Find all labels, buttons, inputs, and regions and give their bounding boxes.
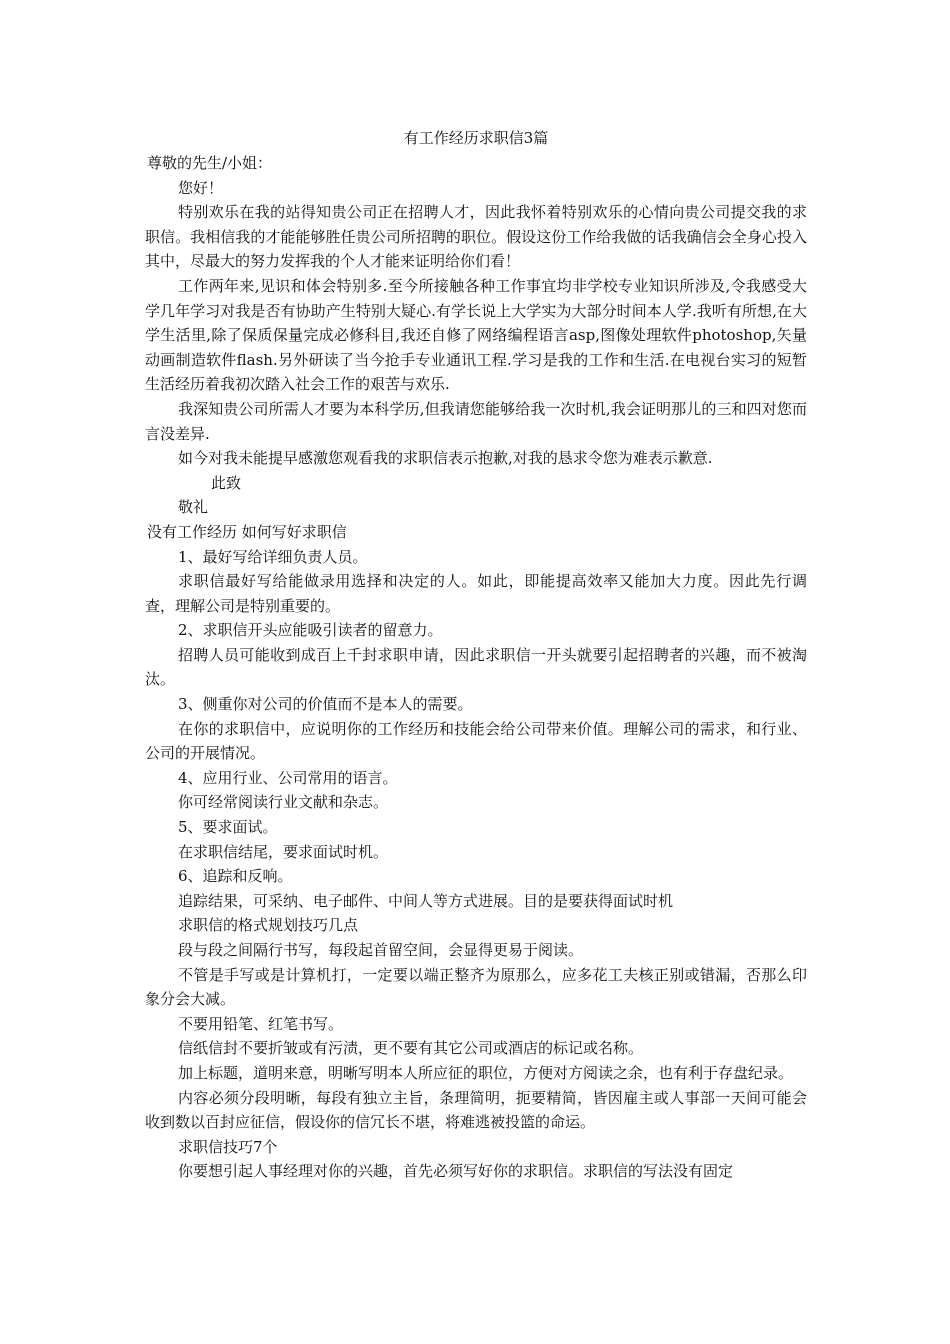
- paragraph: 此致: [211, 473, 242, 492]
- paragraph: 招聘人员可能收到成百上千封求职申请，因此求职信一开头就要引起招聘者的兴趣，而不被淘汰。: [145, 645, 807, 689]
- paragraph: 求职信的格式规划技巧几点: [178, 916, 359, 935]
- paragraph: 不要用铅笔、红笔书写。: [178, 1014, 344, 1033]
- paragraph: 内容必须分段明晰，每段有独立主旨，条理简明，扼要精简，皆因雇主或人事部一天间可能会收到数以百封应征信，假设你的信冗长不堪，将难逃被投篮的命运。: [145, 1088, 807, 1132]
- paragraph: 信纸信封不要折皱或有污渍，更不要有其它公司或酒店的标记或名称。: [178, 1039, 644, 1058]
- paragraph: 如今对我未能提早感激您观看我的求职信表示抱歉,对我的恳求令您为难表示歉意.: [178, 449, 713, 468]
- paragraph: 求职信最好写给能做录用选择和决定的人。如此，即能提高效率又能加大力度。因此先行调查，理解公司是特别重要的。: [145, 572, 807, 615]
- paragraph: 2、求职信开头应能吸引读者的留意力。: [178, 621, 443, 640]
- paragraph: 3、侧重你对公司的价值而不是本人的需要。: [178, 695, 473, 714]
- paragraph: 尊敬的先生/小姐：: [147, 154, 273, 172]
- paragraph: 1、最好写给详细负责人员。: [178, 547, 368, 566]
- paragraph: 加上标题，道明来意，明晰写明本人所应征的职位，方便对方阅读之余，也有利于存盘纪录。: [178, 1063, 794, 1082]
- paragraph: 4、应用行业、公司常用的语言。: [178, 768, 398, 787]
- paragraph: 在求职信结尾，要求面试时机。: [178, 842, 389, 861]
- paragraph: 追踪结果，可采纳、电子邮件、中间人等方式进展。目的是要获得面试时机: [178, 891, 674, 910]
- paragraph: 段与段之间隔行书写，每段起首留空间，会显得更易于阅读。: [178, 941, 584, 959]
- paragraph: 工作两年来,见识和体会特别多.至今所接触各种工作事宜均非学校专业知识所涉及,令我感受大学几年学习对我是否有协助产生特别大疑心.有学长说上大学实为大部分时间本人学.我听有所想,在大学生活里,除了保质保量完成必修科目,我还自修了网络编程语言asp,图像处理软件photoshop,矢量动画制造软件flash.另外研读了当今抢手专业通讯工程.学习是我的工作和生活.在电视台实习的短暂生活经历着我初次踏入社会工作的艰苦与欢乐.: [145, 276, 807, 394]
- paragraph: 5、要求面试。: [178, 818, 278, 837]
- paragraph: 不管是手写或是计算机打，一定要以端正整齐为原那么，应多花工夫核正别或错漏，否那么印象分会大减。: [145, 965, 807, 1009]
- paragraph: 敬礼: [178, 498, 209, 517]
- paragraph: 求职信技巧7个: [178, 1137, 278, 1156]
- paragraph: 特别欢乐在我的站得知贵公司正在招聘人才，因此我怀着特别欢乐的心情向贵公司提交我的求职信。我相信我的才能能够胜任贵公司所招聘的职位。假设这份工作给我做的话我确信会全身心投入其中，尽最大的努力发挥我的个人才能来证明给你们看！: [145, 203, 807, 271]
- paragraph: 6、追踪和反响。: [178, 867, 293, 886]
- paragraph: 您好！: [178, 178, 224, 197]
- document-page: [145, 128, 807, 1184]
- paragraph: 你要想引起人事经理对你的兴趣，首先必须写好你的求职信。求职信的写法没有固定: [178, 1162, 734, 1181]
- paragraph: 在你的求职信中，应说明你的工作经历和技能会给公司带来价值。理解公司的需求，和行业、公司的开展情况。: [145, 719, 807, 763]
- document-title: 有工作经历求职信3篇: [403, 129, 549, 147]
- paragraph: 我深知贵公司所需人才要为本科学历,但我请您能够给我一次时机,我会证明那儿的三和四对您而言没差异.: [145, 399, 807, 443]
- document-body: [145, 151, 807, 1184]
- paragraph: 你可经常阅读行业文献和杂志。: [178, 793, 389, 812]
- paragraph: 没有工作经历 如何写好求职信: [147, 522, 347, 541]
